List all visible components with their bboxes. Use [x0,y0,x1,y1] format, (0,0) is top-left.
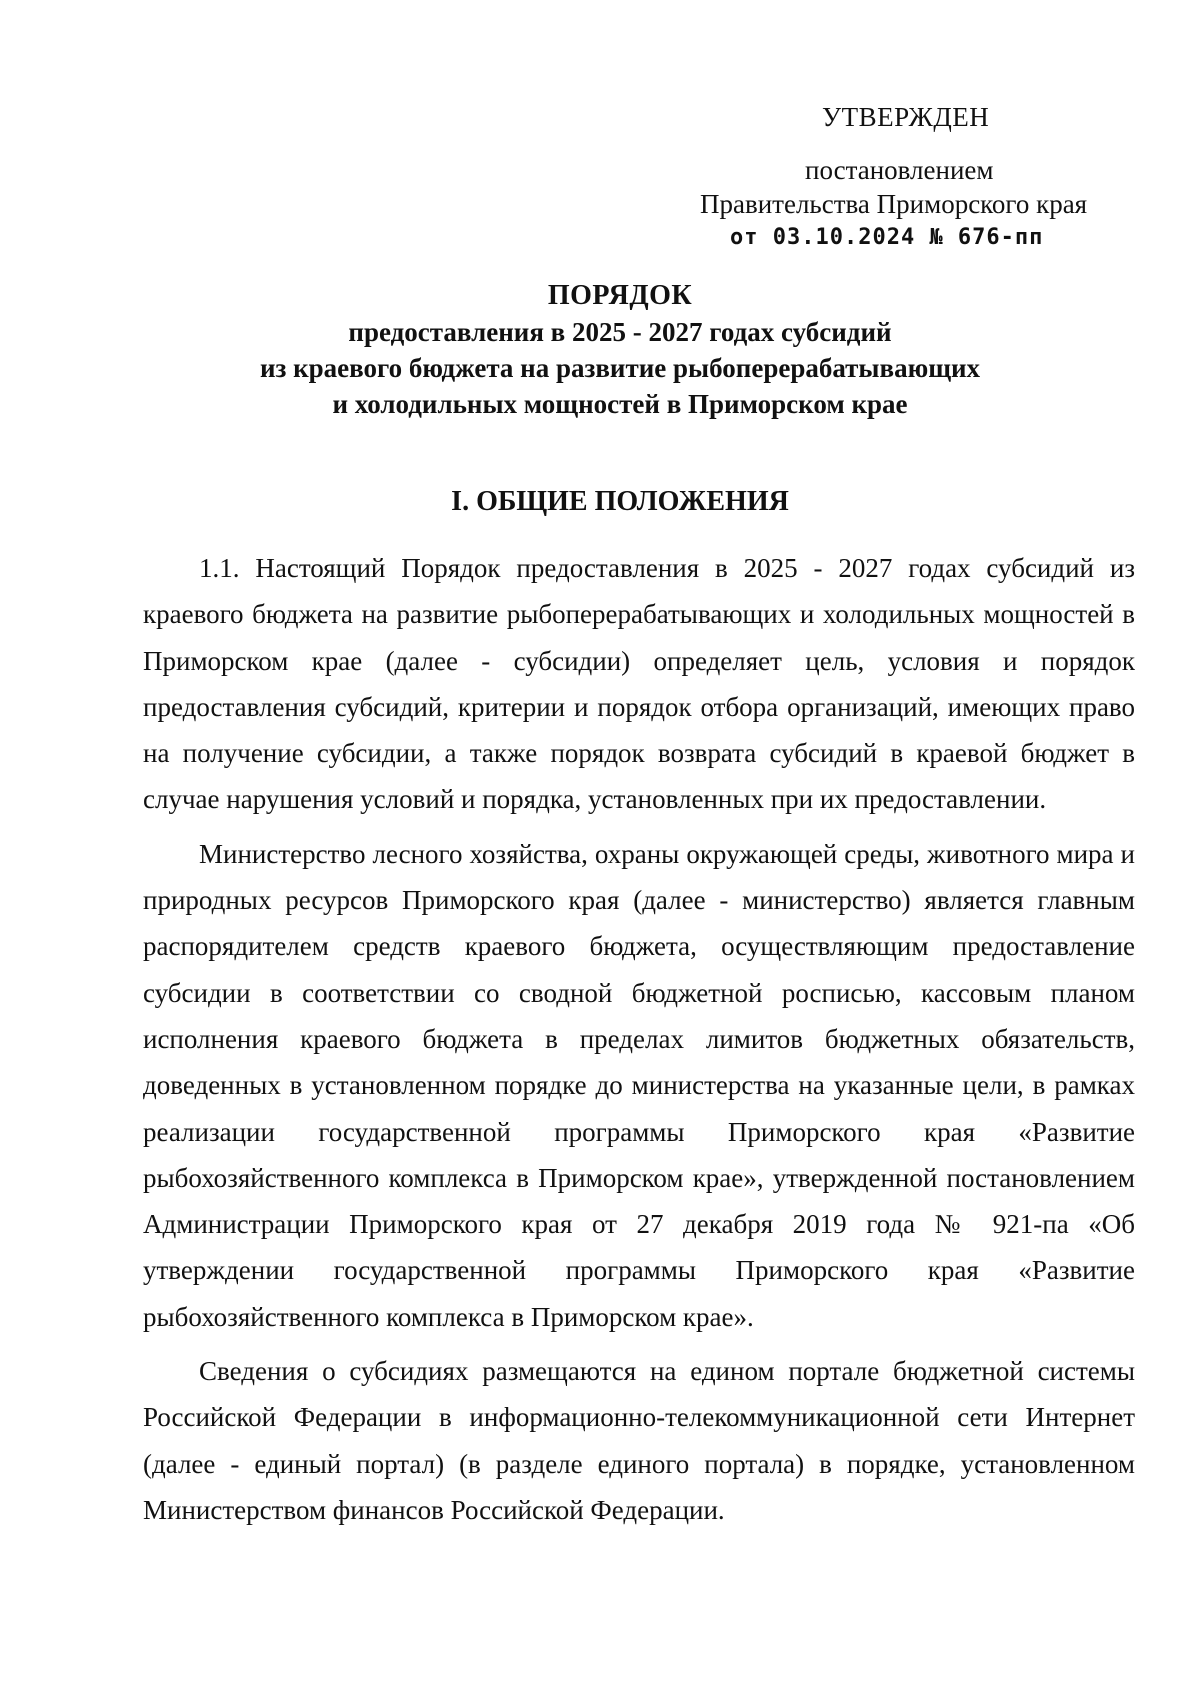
title-line-3: и холодильных мощностей в Приморском крае [332,389,908,419]
paragraph: Министерство лесного хозяйства, охраны окружающей среды, животного мира и природных ресурсов Приморского края (далее - министерство) является главным распорядителем средств краевого бюджета, осуществляющим предоставление субсидии в соответствии со сводной бюджетной росписью, кассовым планом исполнения краевого бюджета в пределах лимитов бюджетных обязательств, доведенных в установленном порядке до министерства на указанные цели, в рамках реализации государственной программы Приморского края «Развитие рыбохозяйственного комплекса в Приморском крае», утвержденной постановлением Администрации Приморского края от 27 декабря 2019 года № 921-па «Об утверждении государственной программы Приморского края «Развитие рыбохозяйственного комплекса в Приморском крае». [143,838,1135,1332]
paragraph: 1.1. Настоящий Порядок предоставления в 2025 - 2027 годах субсидий из краевого бюджета на развитие рыбоперерабатывающих и холодильных мощностей в Приморском крае (далее - субсидии) определяет цель, условия и порядок предоставления субсидий, критерии и порядок отбора организаций, имеющих право на получение субсидии, а также порядок возврата субсидий в краевой бюджет в случае нарушения условий и порядка, установленных при их предоставлении. [143,553,1135,815]
title-line-1: предоставления в 2025 - 2027 годах субсидий [348,317,892,347]
document-title [140,278,1100,422]
document-type: ПОРЯДОК [547,280,693,311]
section-heading: I. ОБЩИЕ ПОЛОЖЕНИЯ [451,486,789,517]
approval-block [650,100,1130,255]
paragraph: Сведения о субсидиях размещаются на едином портале бюджетной системы Российской Федерации в информационно-телекоммуникационной сети Интернет (далее - единый портал) (в разделе единого портала) в порядке, установленном Министерством финансов Российской Федерации. [143,1356,1135,1525]
approval-stamp: УТВЕРЖДЕН [822,102,990,132]
approval-date-number: от 03.10.2024 № 676-пп [730,225,1044,250]
approval-issuer: Правительства Приморского края [700,189,1088,219]
body-text [143,545,1135,1541]
title-line-2: из краевого бюджета на развитие рыбоперерабатывающих [259,353,981,383]
approval-decree-label: постановлением [805,155,994,185]
